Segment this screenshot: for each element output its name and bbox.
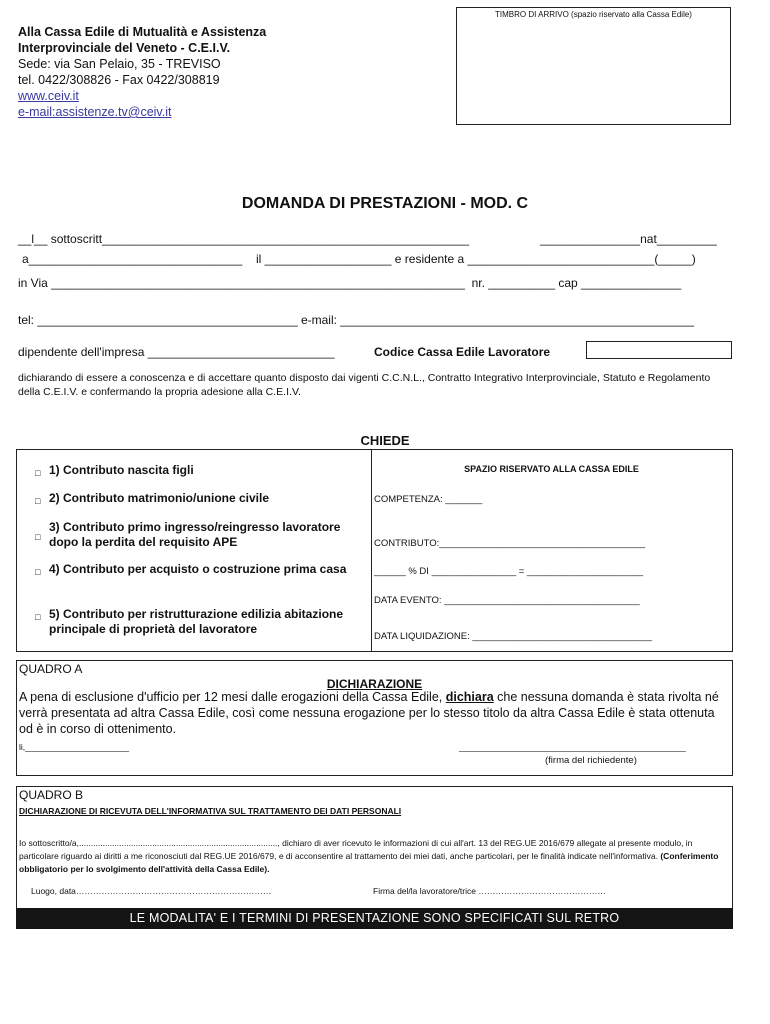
footer-banner: LE MODALITA' E I TERMINI DI PRESENTAZIONE SONO SPECIFICATI SUL RETRO: [16, 908, 733, 929]
quadro-b-label: QUADRO B: [19, 788, 84, 802]
arrival-stamp-box: [456, 7, 731, 125]
checkbox-icon[interactable]: □: [35, 496, 41, 506]
field-address-line[interactable]: in Via ______________________________________________________________ nr. __________ cap _______________: [18, 276, 682, 290]
quadro-a-text-start: A pena di esclusione d'ufficio per 12 mesi dalle erogazioni della Cassa Edile,: [19, 690, 446, 704]
signature-line[interactable]: ________________________________________________: [459, 742, 686, 752]
header-line2: Interprovinciale del Veneto - C.E.I.V.: [18, 41, 231, 55]
field-name-line[interactable]: __l__ sottoscritt_______________________________________________________: [18, 232, 470, 246]
option-4-label: 4) Contributo per acquisto o costruzione prima casa: [49, 562, 347, 576]
field-birthplace-line[interactable]: a________________________________: [22, 252, 243, 266]
email-link[interactable]: e-mail:assistenze.tv@ceiv.it: [18, 105, 172, 119]
option-5-label: 5) Contributo per ristrutturazione edilizia abitazione principale di proprietà del lavoratore: [49, 607, 344, 636]
percent-field: ______ % DI ________________ = ______________________: [374, 566, 644, 577]
worker-code-label: Codice Cassa Edile Lavoratore: [374, 345, 551, 359]
field-birthdate-residence-line[interactable]: il ___________________ e residente a ____________________________(_____): [256, 252, 696, 266]
option-3-label: 3) Contributo primo ingresso/reingresso lavoratore dopo la perdita del requisito APE: [49, 520, 341, 549]
competenza-field: COMPETENZA: _______: [374, 494, 483, 505]
reserved-space-title: SPAZIO RISERVATO ALLA CASSA EDILE: [464, 464, 639, 474]
option-5[interactable]: [35, 607, 354, 637]
quadro-a-section: [16, 660, 733, 776]
request-heading: CHIEDE: [360, 433, 410, 448]
option-2-label: 2) Contributo matrimonio/unione civile: [49, 491, 270, 505]
checkbox-icon[interactable]: □: [35, 532, 41, 542]
place-date-line[interactable]: li,______________________: [19, 742, 130, 752]
declaration-text: dichiarando di essere a conoscenza e di accettare quanto disposto dai vigenti C.C.N.L., Contratto Integrativo Interprovinciale, Statuto e Regolamento della C.E.I.V. e confermando la propria adesione alla C.E.I.V.: [18, 372, 711, 398]
contributo-field: CONTRIBUTO:_______________________________________: [374, 538, 646, 549]
checkbox-icon[interactable]: □: [35, 612, 41, 622]
quadro-a-text-end: che nessuna domanda è stata rivolta né verrà presentata ad altra Cassa Edile, così come nessuna erogazione per lo stesso titolo da altra Cassa Edile è stata ottenuta od è in corso di ottenimento.: [19, 690, 719, 736]
website-link[interactable]: www.ceiv.it: [18, 89, 79, 103]
stamp-label: TIMBRO DI ARRIVO (spazio riservato alla Cassa Edile): [495, 10, 692, 19]
quadro-a-dichiara: dichiara: [445, 690, 494, 704]
quadro-b-title: DICHIARAZIONE DI RICEVUTA DELL'INFORMATIVA SUL TRATTAMENTO DEI DATI PERSONALI: [19, 806, 402, 816]
quadro-b-text-plain: Io sottoscritto/a,...................................................................................., dichiaro di aver ricevuto le informazioni di cui all'art. 13 del REG.UE 2016/679 allegate al presente modulo, in particolare riguardo ai diritti a me riconosciuti dal REG.UE 2016/679, e di acconsentire al trattamento dei miei dati, anche particolari, per le finalità indicate nell'informativa.: [19, 838, 693, 861]
quadro-b-text: [19, 837, 726, 876]
quadro-a-label: QUADRO A: [19, 662, 83, 676]
header-address-block: [18, 24, 266, 120]
header-line1: Alla Cassa Edile di Mutualità e Assistenza: [18, 25, 267, 39]
field-birth-line[interactable]: _______________nat_________: [540, 232, 717, 246]
header-phone: tel. 0422/308826 - Fax 0422/308819: [18, 73, 220, 87]
worker-signature-field[interactable]: Firma del/la lavoratore/trice ………………………………………: [373, 886, 606, 896]
field-contact-line[interactable]: tel: _______________________________________ e-mail: _____________________________________________________: [18, 313, 695, 327]
page-title: DOMANDA DI PRESTAZIONI - MOD. C: [241, 195, 529, 212]
option-1[interactable]: [35, 463, 354, 478]
place-date-field[interactable]: Luogo, data……………………………………………………………: [31, 886, 272, 896]
option-3[interactable]: [35, 520, 354, 550]
quadro-b-text-bold: (Conferimento obbligatorio per lo svolgimento dell'attività della Cassa Edile).: [19, 851, 719, 874]
option-1-label: 1) Contributo nascita figli: [49, 463, 194, 477]
option-4[interactable]: [35, 562, 354, 577]
table-divider: [371, 450, 372, 651]
data-evento-field: DATA EVENTO: _____________________________________: [374, 595, 640, 606]
request-options-table: [16, 449, 733, 652]
option-2[interactable]: [35, 491, 354, 506]
quadro-b-section: [16, 786, 733, 908]
worker-code-input[interactable]: [586, 341, 732, 359]
quadro-a-title: DICHIARAZIONE: [326, 677, 423, 691]
field-employer-line[interactable]: dipendente dell'impresa ____________________________: [18, 345, 335, 359]
signature-label: (firma del richiedente): [545, 755, 637, 766]
checkbox-icon[interactable]: □: [35, 567, 41, 577]
quadro-a-text: [19, 689, 726, 737]
data-liquidazione-field: DATA LIQUIDAZIONE: __________________________________: [374, 631, 652, 642]
header-address: Sede: via San Pelaio, 35 - TREVISO: [18, 57, 221, 71]
checkbox-icon[interactable]: □: [35, 468, 41, 478]
